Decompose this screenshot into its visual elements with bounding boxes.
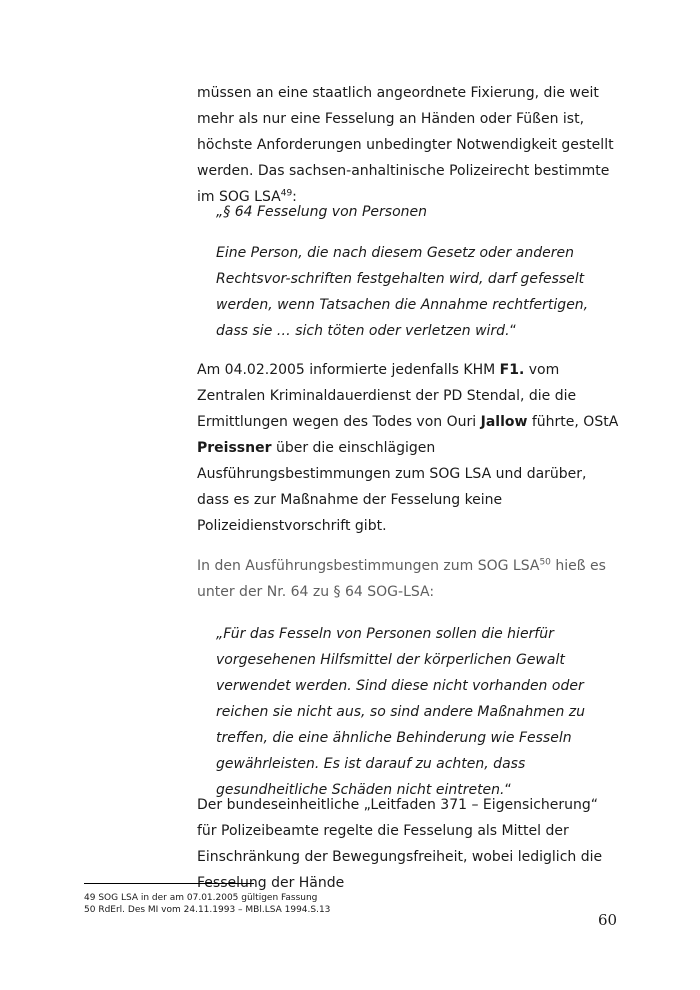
page-number: 60 — [598, 911, 618, 929]
quote-close-mark: “ — [504, 782, 512, 798]
paragraph-ausfuehrung — [197, 553, 622, 605]
paragraph-khm-f1 — [197, 357, 622, 539]
footnote-50: 50 RdErl. Des MI vom 24.11.1993 – MBl.LSA 1994.S.13 — [84, 905, 331, 915]
footnote-ref-50[interactable]: 50 — [539, 557, 551, 568]
paragraph-text: vom Zentralen Kriminaldauerdienst der PD Stendal, die die Ermittlungen wegen des Todes von Ouri — [197, 362, 577, 430]
paragraph-text: hieß es unter der Nr. 64 zu § 64 SOG-LSA: — [197, 558, 606, 600]
quote-close-mark: “ — [509, 323, 517, 339]
quote-heading: „§ 64 Fesselung von Personen — [216, 204, 428, 220]
quote-text: Eine Person, die nach diesem Gesetz oder anderen Rechtsvor-schriften festgehalten wird, darf gefesselt werden, wenn Tatsachen die Annahme rechtfertigen, dass sie … sich töten oder verletzen wird. — [216, 245, 589, 339]
paragraph-text: über die einschlägigen Ausführungsbestimmungen zum SOG LSA und darüber, dass es zur Maßnahme der Fesselung keine Polizeidienstvorschrift gibt. — [197, 440, 587, 534]
footnote-separator — [84, 883, 254, 884]
quote-sog-64 — [216, 240, 616, 344]
paragraph-text: Am 04.02.2005 informierte jedenfalls KHM — [197, 362, 500, 378]
quote-text: „Für das Fesseln von Personen sollen die hierfür vorgesehenen Hilfsmittel der körperlichen Gewalt verwendet werden. Sind diese nicht vorhanden oder reichen sie nicht aus, so sind andere Maßnahmen zu treffen, die eine ähnliche Behinderung wie Fesseln gewährleisten. Es ist darauf zu achten, dass gesundheitliche Schäden nicht eintreten. — [216, 626, 586, 798]
name-f1: F1. — [499, 362, 525, 378]
paragraph-text: In den Ausführungsbestimmungen zum SOG LSA — [197, 558, 540, 574]
paragraph-text: führte, OStA — [527, 414, 619, 430]
footnote-ref-49[interactable]: 49 — [280, 188, 293, 199]
name-jallow: Jallow — [480, 414, 528, 430]
paragraph-fixierung — [197, 80, 622, 210]
paragraph-leitfaden: Der bundeseinheitliche „Leitfaden 371 – Eigensicherung“ für Polizeibeamte regelte die Fesselung als Mittel der Einschränkung der Bewegungsfreiheit, wobei lediglich die Fesselung der Hände — [197, 797, 603, 891]
footnote-49: 49 SOG LSA in der am 07.01.2005 gültigen Fassung — [84, 893, 318, 903]
quote-nr-64 — [216, 621, 626, 803]
paragraph-text: : — [292, 189, 297, 205]
paragraph-text: müssen an eine staatlich angeordnete Fixierung, die weit mehr als nur eine Fesselung an Händen oder Füßen ist, höchste Anforderungen unbedingter Notwendigkeit gestellt werden. Das sachsen-anhaltinische Polizeirecht bestimmte im SOG LSA — [197, 85, 614, 205]
name-preissner: Preissner — [197, 440, 272, 456]
